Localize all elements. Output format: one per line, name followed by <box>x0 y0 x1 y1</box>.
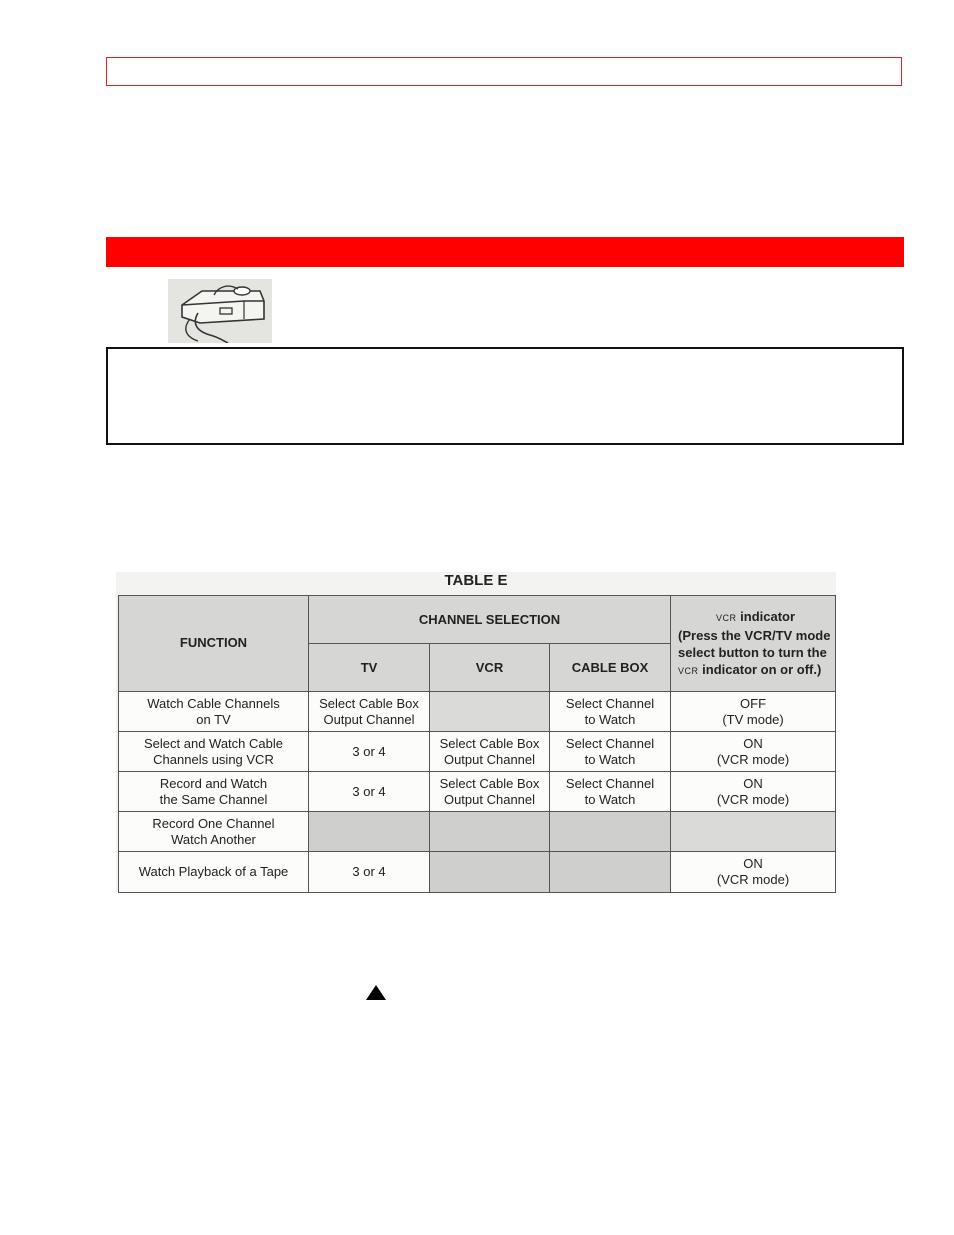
cell-tv: Select Cable Box Output Channel <box>309 692 430 732</box>
cell-function: Select and Watch Cable Channels using VCR <box>119 732 309 772</box>
cell-cable-box: Select Channel to Watch <box>550 692 671 732</box>
header-vcr-indicator: VCR indicator (Press the VCR/TV mode select button to turn the VCR indicator on or off.) <box>671 596 836 692</box>
table-e-figure <box>116 572 836 892</box>
up-arrow-icon <box>366 985 386 1000</box>
header-cable-box: CABLE BOX <box>550 644 671 692</box>
cable-box-icon <box>168 279 272 343</box>
cell-tv: 3 or 4 <box>309 852 430 893</box>
cell-function: Watch Playback of a Tape <box>119 852 309 893</box>
cell-tv: 3 or 4 <box>309 732 430 772</box>
cell-function: Record One Channel Watch Another <box>119 812 309 852</box>
cell-function: Watch Cable Channels on TV <box>119 692 309 732</box>
cell-vcr: Select Cable Box Output Channel <box>430 732 550 772</box>
cell-vcr <box>430 852 550 893</box>
cell-vcr: Select Cable Box Output Channel <box>430 772 550 812</box>
page-header-box <box>106 57 902 86</box>
cell-vcr <box>430 692 550 732</box>
cell-cable-box <box>550 812 671 852</box>
cell-indicator: ON (VCR mode) <box>671 772 836 812</box>
cell-indicator: OFF (TV mode) <box>671 692 836 732</box>
header-tv: TV <box>309 644 430 692</box>
cell-cable-box <box>550 852 671 893</box>
table-title: TABLE E <box>444 572 508 589</box>
cell-function: Record and Watch the Same Channel <box>119 772 309 812</box>
cell-indicator: ON (VCR mode) <box>671 732 836 772</box>
table-row <box>119 852 836 893</box>
cell-vcr <box>430 812 550 852</box>
cell-cable-box: Select Channel to Watch <box>550 772 671 812</box>
header-vcr: VCR <box>430 644 550 692</box>
section-heading-bar <box>106 237 904 267</box>
note-box <box>106 347 904 445</box>
table-row <box>119 772 836 812</box>
cell-indicator <box>671 812 836 852</box>
table-row <box>119 812 836 852</box>
header-function: FUNCTION <box>119 596 309 692</box>
cell-indicator: ON (VCR mode) <box>671 852 836 893</box>
table-row <box>119 692 836 732</box>
table-row <box>119 732 836 772</box>
cell-tv <box>309 812 430 852</box>
header-channel-selection: CHANNEL SELECTION <box>309 596 671 644</box>
table-e <box>118 595 836 893</box>
cell-cable-box: Select Channel to Watch <box>550 732 671 772</box>
cell-tv: 3 or 4 <box>309 772 430 812</box>
